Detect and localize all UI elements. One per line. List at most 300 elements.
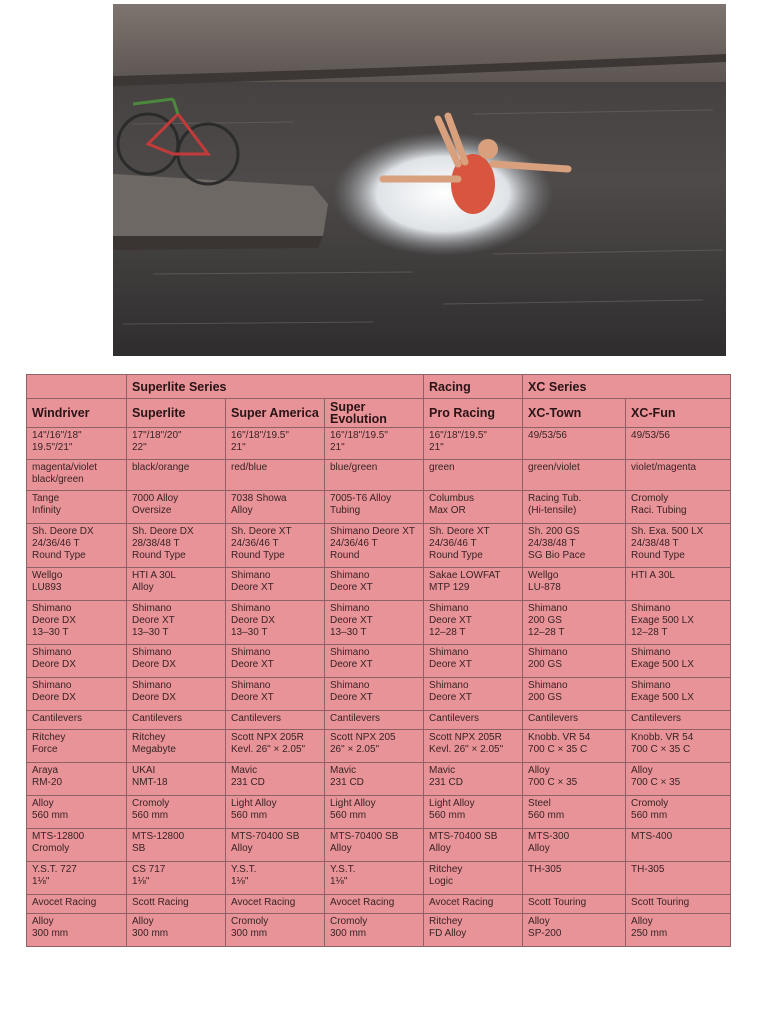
spec-cell-line: Cantilevers <box>132 713 183 724</box>
spec-cell-line: 300 mm <box>32 928 69 939</box>
spec-cell <box>523 711 626 730</box>
spec-cell-line: Alloy <box>429 843 451 854</box>
spec-cell-line: RM-20 <box>32 777 63 788</box>
spec-cell-line: MTS-70400 SB <box>231 831 300 842</box>
spec-cell <box>523 914 626 947</box>
spec-cell <box>424 678 523 711</box>
spec-cell-line: Deore DX <box>32 692 76 703</box>
spec-cell-line: 700 C × 35 <box>631 777 681 788</box>
spec-cell-line: Avocet Racing <box>231 897 296 908</box>
spec-cell-line: black/green <box>32 474 84 485</box>
spec-cell-line: 24/36/46 T <box>330 538 378 549</box>
spec-cell-line: Avocet Racing <box>429 897 494 908</box>
model-xc-fun: XC-Fun <box>626 399 731 428</box>
spec-cell-line: Cromoly <box>631 798 669 809</box>
water-splash <box>333 132 553 256</box>
spec-cell-line: Shimano <box>231 647 271 658</box>
spec-cell-line: Oversize <box>132 505 172 516</box>
spec-cell <box>226 428 325 460</box>
spec-cell <box>325 491 424 524</box>
spec-cell <box>226 895 325 914</box>
spec-cell <box>325 711 424 730</box>
spec-cell <box>424 829 523 862</box>
spec-cell <box>325 678 424 711</box>
spec-cell-line: Scott NPX 205R <box>231 732 304 743</box>
spec-cell-line: 700 C × 35 C <box>528 744 588 755</box>
spec-cell <box>27 914 127 947</box>
spec-cell-line: 12–28 T <box>631 627 668 638</box>
spec-cell <box>424 601 523 645</box>
spec-row <box>27 862 731 895</box>
spec-cell-line: Sh. Deore XT <box>429 526 490 537</box>
spec-cell-line: NMT-18 <box>132 777 168 788</box>
spec-cell-line: HTI A 30L <box>631 570 675 581</box>
spec-cell-line: Knobb. VR 54 <box>631 732 694 743</box>
spec-cell-line: Deore XT <box>231 692 274 703</box>
spec-cell-line: Deore XT <box>231 582 274 593</box>
spec-cell <box>27 678 127 711</box>
spec-cell <box>127 862 226 895</box>
spec-cell-line: 13–30 T <box>231 627 268 638</box>
spec-cell <box>127 524 226 568</box>
series-header-superlite: Superlite Series <box>127 375 424 399</box>
spec-cell-line: 13–30 T <box>330 627 367 638</box>
spec-cell-line: Sh. 200 GS <box>528 526 580 537</box>
spec-cell-line: SG Bio Pace <box>528 550 586 561</box>
spec-cell-line: 200 GS <box>528 692 562 703</box>
spec-row <box>27 763 731 796</box>
spec-cell-line: Deore XT <box>132 615 175 626</box>
spec-cell-line: 7005-T6 Alloy <box>330 493 392 504</box>
spec-cell-line: 231 CD <box>429 777 463 788</box>
spec-cell-line: 300 mm <box>231 928 268 939</box>
spec-cell-line: Shimano <box>631 680 671 691</box>
spec-cell <box>325 568 424 601</box>
spec-cell-line: 13–30 T <box>132 627 169 638</box>
spec-cell-line: Shimano <box>528 680 568 691</box>
spec-row <box>27 678 731 711</box>
series-header-blank <box>27 375 127 399</box>
spec-cell-line: Alloy <box>528 843 550 854</box>
spec-cell-line: 16"/18"/19.5" <box>330 430 388 441</box>
spec-cell <box>424 763 523 796</box>
spec-cell-line: 16"/18"/19.5" <box>429 430 487 441</box>
spec-cell-line: Scott Touring <box>528 897 587 908</box>
spec-row <box>27 460 731 491</box>
spec-cell <box>424 914 523 947</box>
spec-cell <box>626 763 731 796</box>
spec-cell <box>626 914 731 947</box>
spec-cell <box>325 460 424 491</box>
spec-cell-line: Round Type <box>132 550 186 561</box>
spec-cell-line: Shimano <box>330 680 370 691</box>
spec-cell-line: Shimano <box>32 603 72 614</box>
spec-cell-line: 49/53/56 <box>528 430 567 441</box>
spec-cell-line: Alloy <box>32 916 54 927</box>
spec-cell <box>424 711 523 730</box>
spec-cell <box>27 645 127 678</box>
spec-cell <box>226 796 325 829</box>
spec-cell <box>626 862 731 895</box>
spec-cell-line: Shimano <box>330 570 370 581</box>
spec-cell-line: Shimano <box>231 603 271 614</box>
spec-cell-line: Shimano <box>631 603 671 614</box>
spec-cell-line: UKAI <box>132 765 156 776</box>
spec-row <box>27 568 731 601</box>
spec-cell-line: 7038 Showa <box>231 493 287 504</box>
spec-cell <box>27 601 127 645</box>
spec-cell-line: Deore XT <box>231 659 274 670</box>
spec-cell-line: SP-200 <box>528 928 562 939</box>
spec-cell <box>424 524 523 568</box>
spec-row <box>27 711 731 730</box>
spec-cell-line: (Hi-tensile) <box>528 505 577 516</box>
model-super-evolution: Super Evolution <box>325 399 424 428</box>
spec-cell <box>27 460 127 491</box>
spec-cell-line: Shimano <box>429 647 469 658</box>
spec-cell <box>626 428 731 460</box>
spec-cell-line: Shimano <box>528 603 568 614</box>
spec-row <box>27 895 731 914</box>
spec-cell-line: red/blue <box>231 462 268 473</box>
spec-cell-line: 200 GS <box>528 615 562 626</box>
spec-cell-line: Sh. Deore XT <box>231 526 292 537</box>
spec-cell-line: Round Type <box>631 550 685 561</box>
spec-cell-line: Infinity <box>32 505 61 516</box>
spec-cell-line: blue/green <box>330 462 378 473</box>
spec-cell-line: Alloy <box>528 916 550 927</box>
spec-cell <box>127 678 226 711</box>
spec-cell-line: 250 mm <box>631 928 668 939</box>
spec-cell-line: SB <box>132 843 146 854</box>
spec-cell-line: 16"/18"/19.5" <box>231 430 289 441</box>
spec-cell <box>424 491 523 524</box>
spec-cell-line: Cromoly <box>631 493 669 504</box>
spec-cell <box>226 645 325 678</box>
spec-row <box>27 645 731 678</box>
spec-cell-line: Logic <box>429 876 453 887</box>
spec-cell-line: 560 mm <box>32 810 69 821</box>
spec-cell-line: Mavic <box>330 765 357 776</box>
spec-cell-line: Alloy <box>528 765 550 776</box>
spec-cell-line: 22" <box>132 442 147 453</box>
spec-cell <box>626 829 731 862</box>
spec-cell-line: Alloy <box>132 916 154 927</box>
spec-cell <box>226 711 325 730</box>
spec-cell-line: Deore XT <box>330 615 373 626</box>
model-super-america: Super America <box>226 399 325 428</box>
spec-cell-line: LU893 <box>32 582 62 593</box>
series-header-racing: Racing <box>424 375 523 399</box>
spec-cell <box>127 895 226 914</box>
spec-cell-line: Cantilevers <box>32 713 83 724</box>
spec-cell-line: 7000 Alloy <box>132 493 179 504</box>
spec-cell <box>523 524 626 568</box>
spec-cell-line: green/violet <box>528 462 580 473</box>
spec-cell-line: 200 GS <box>528 659 562 670</box>
spec-cell-line: Round Type <box>231 550 285 561</box>
spec-cell-line: green <box>429 462 455 473</box>
spec-cell-line: Deore DX <box>231 615 275 626</box>
spec-cell <box>325 829 424 862</box>
spec-cell-line: Shimano <box>32 680 72 691</box>
spec-cell <box>127 829 226 862</box>
spec-cell <box>127 428 226 460</box>
spec-cell <box>325 645 424 678</box>
spec-cell-line: 28/38/48 T <box>132 538 180 549</box>
spec-cell <box>424 796 523 829</box>
spec-cell-line: Scott Racing <box>132 897 189 908</box>
spec-cell-line: Shimano <box>231 570 271 581</box>
spec-cell-line: 19.5"/21" <box>32 442 73 453</box>
model-header-row <box>27 399 731 428</box>
spec-cell-line: Shimano <box>132 603 172 614</box>
spec-cell-line: 14"/16"/18" <box>32 430 82 441</box>
spec-cell-line: Steel <box>528 798 551 809</box>
spec-cell-line: Deore DX <box>132 692 176 703</box>
spec-cell-line: Scott Touring <box>631 897 690 908</box>
spec-cell <box>127 645 226 678</box>
spec-cell <box>523 678 626 711</box>
spec-cell-line: Megabyte <box>132 744 176 755</box>
spec-cell-line: MTS-400 <box>631 831 673 842</box>
spec-cell <box>523 862 626 895</box>
spec-cell-line: Racing Tub. <box>528 493 582 504</box>
spec-cell <box>424 645 523 678</box>
spec-cell-line: Deore XT <box>429 692 472 703</box>
spec-cell <box>226 568 325 601</box>
spec-cell-line: Knobb. VR 54 <box>528 732 591 743</box>
spec-cell <box>523 796 626 829</box>
spec-cell-line: Cromoly <box>32 843 70 854</box>
spec-cell-line: MTS-70400 SB <box>429 831 498 842</box>
spec-cell <box>127 763 226 796</box>
spec-cell-line: violet/magenta <box>631 462 697 473</box>
spec-cell-line: Deore XT <box>330 659 373 670</box>
spec-cell-line: Exage 500 LX <box>631 659 694 670</box>
spec-cell <box>424 730 523 763</box>
spec-cell-line: 26" × 2.05" <box>330 744 380 755</box>
spec-cell <box>127 711 226 730</box>
spec-cell <box>226 678 325 711</box>
spec-cell <box>226 763 325 796</box>
spec-cell-line: 24/36/46 T <box>32 538 80 549</box>
spec-cell-line: Ritchey <box>132 732 166 743</box>
spec-cell-line: 300 mm <box>330 928 367 939</box>
spec-cell-line: Mavic <box>231 765 258 776</box>
spec-cell-line: Light Alloy <box>231 798 277 809</box>
spec-cell-line: 21" <box>429 442 444 453</box>
spec-cell-line: Araya <box>32 765 59 776</box>
spec-cell <box>127 914 226 947</box>
spec-cell <box>523 645 626 678</box>
spec-row <box>27 491 731 524</box>
spec-cell <box>127 796 226 829</box>
spec-cell <box>523 601 626 645</box>
spec-cell-line: Avocet Racing <box>330 897 395 908</box>
spec-cell-line: Avocet Racing <box>32 897 97 908</box>
spec-cell <box>27 730 127 763</box>
spec-cell-line: Cromoly <box>231 916 269 927</box>
spec-cell <box>325 895 424 914</box>
spec-cell <box>626 678 731 711</box>
spec-cell-line: Shimano <box>330 603 370 614</box>
spec-cell <box>226 460 325 491</box>
spec-cell-line: Shimano <box>631 647 671 658</box>
spec-cell-line: Alloy <box>631 765 653 776</box>
spec-table <box>26 374 731 947</box>
model-windriver: Windriver <box>27 399 127 428</box>
spec-cell-line: 24/38/48 T <box>631 538 679 549</box>
spec-cell-line: 700 C × 35 <box>528 777 578 788</box>
spec-cell <box>127 460 226 491</box>
spec-cell <box>325 601 424 645</box>
spec-cell-line: Deore XT <box>330 692 373 703</box>
spec-row <box>27 796 731 829</box>
spec-cell-line: 24/36/46 T <box>429 538 477 549</box>
spec-cell-line: Cantilevers <box>231 713 282 724</box>
spec-cell-line: 1⅛" <box>132 876 150 887</box>
spec-cell <box>626 711 731 730</box>
spec-cell-line: Alloy <box>631 916 653 927</box>
spec-cell-line: MTS-12800 <box>132 831 185 842</box>
spec-cell <box>27 763 127 796</box>
spec-cell <box>325 862 424 895</box>
spec-cell-line: Sh. Exa. 500 LX <box>631 526 704 537</box>
spec-cell-line: Shimano <box>330 647 370 658</box>
spec-cell <box>127 601 226 645</box>
spec-cell-line: MTS-12800 <box>32 831 85 842</box>
spec-cell-line: 231 CD <box>330 777 364 788</box>
spec-cell <box>523 895 626 914</box>
spec-cell-line: Y.S.T. <box>231 864 257 875</box>
spec-cell <box>424 862 523 895</box>
spec-cell-line: Shimano <box>429 680 469 691</box>
spec-cell-line: 12–28 T <box>429 627 466 638</box>
spec-cell-line: Deore XT <box>330 582 373 593</box>
spec-cell-line: Cantilevers <box>631 713 682 724</box>
spec-cell <box>226 829 325 862</box>
spec-cell-line: Round Type <box>32 550 86 561</box>
spec-cell <box>626 491 731 524</box>
spec-cell-line: Cromoly <box>132 798 170 809</box>
spec-cell-line: 12–28 T <box>528 627 565 638</box>
spec-cell-line: Deore DX <box>132 659 176 670</box>
spec-cell-line: Alloy <box>132 582 154 593</box>
spec-cell-line: Deore DX <box>32 615 76 626</box>
spec-cell <box>27 711 127 730</box>
spec-row <box>27 730 731 763</box>
spec-cell-line: Deore XT <box>429 659 472 670</box>
spec-cell-line: Cantilevers <box>429 713 480 724</box>
spec-cell-line: Tubing <box>330 505 361 516</box>
photo-illustration <box>113 4 726 356</box>
spec-cell <box>523 491 626 524</box>
spec-cell <box>523 568 626 601</box>
spec-cell-line: TH-305 <box>528 864 562 875</box>
spec-cell-line: Wellgo <box>528 570 559 581</box>
spec-cell-line: Max OR <box>429 505 466 516</box>
spec-cell-line: FD Alloy <box>429 928 467 939</box>
spec-cell <box>626 645 731 678</box>
spec-cell-line: Alloy <box>231 843 253 854</box>
spec-cell-line: Round Type <box>429 550 483 561</box>
spec-row <box>27 428 731 460</box>
spec-row <box>27 914 731 947</box>
spec-cell-line: 24/36/46 T <box>231 538 279 549</box>
spec-cell-line: 560 mm <box>631 810 668 821</box>
spec-cell-line: Shimano Deore XT <box>330 526 416 537</box>
spec-row <box>27 601 731 645</box>
spec-cell <box>27 895 127 914</box>
spec-cell-line: Ritchey <box>429 864 463 875</box>
spec-cell-line: 1⅛" <box>330 876 348 887</box>
spec-cell-line: Y.S.T. <box>330 864 356 875</box>
spec-cell <box>27 829 127 862</box>
spec-cell-line: Shimano <box>429 603 469 614</box>
spec-cell-line: 49/53/56 <box>631 430 670 441</box>
spec-cell-line: 560 mm <box>528 810 565 821</box>
spec-cell <box>127 730 226 763</box>
spec-cell-line: Wellgo <box>32 570 63 581</box>
spec-cell <box>226 601 325 645</box>
model-xc-town: XC-Town <box>523 399 626 428</box>
spec-cell <box>325 914 424 947</box>
spec-cell-line: Ritchey <box>32 732 66 743</box>
spec-cell-line: Kevl. 26" × 2.05" <box>231 744 306 755</box>
spec-cell-line: 700 C × 35 C <box>631 744 691 755</box>
spec-cell <box>325 730 424 763</box>
spec-cell-line: MTP 129 <box>429 582 470 593</box>
spec-cell <box>523 428 626 460</box>
spec-cell-line: Alloy <box>231 505 253 516</box>
spec-cell-line: 300 mm <box>132 928 169 939</box>
spec-cell-line: CS 717 <box>132 864 166 875</box>
spec-cell <box>523 730 626 763</box>
spec-cell <box>226 914 325 947</box>
spec-cell <box>27 862 127 895</box>
spec-cell <box>626 730 731 763</box>
spec-cell-line: MTS-300 <box>528 831 570 842</box>
spec-cell-line: Shimano <box>32 647 72 658</box>
spec-row <box>27 829 731 862</box>
spec-cell <box>424 428 523 460</box>
spec-cell-line: black/orange <box>132 462 190 473</box>
spec-cell <box>325 428 424 460</box>
spec-cell-line: Mavic <box>429 765 456 776</box>
spec-cell-line: Sakae LOWFAT <box>429 570 501 581</box>
spec-cell-line: 21" <box>330 442 345 453</box>
spec-cell-line: Kevl. 26" × 2.05" <box>429 744 504 755</box>
spec-cell-line: Deore XT <box>429 615 472 626</box>
spec-cell-line: Shimano <box>231 680 271 691</box>
spec-cell-line: Alloy <box>32 798 54 809</box>
spec-cell <box>626 895 731 914</box>
spec-cell-line: 560 mm <box>429 810 466 821</box>
spec-cell <box>424 568 523 601</box>
spec-cell-line: Shimano <box>132 647 172 658</box>
spec-cell-line: Scott NPX 205R <box>429 732 502 743</box>
spec-cell <box>523 763 626 796</box>
spec-cell-line: Exage 500 LX <box>631 615 694 626</box>
spec-cell <box>27 796 127 829</box>
spec-cell <box>226 491 325 524</box>
spec-cell-line: TH-305 <box>631 864 665 875</box>
spec-row <box>27 524 731 568</box>
spec-cell-line: Raci. Tubing <box>631 505 687 516</box>
spec-cell-line: Force <box>32 744 58 755</box>
spec-cell-line: Deore DX <box>32 659 76 670</box>
